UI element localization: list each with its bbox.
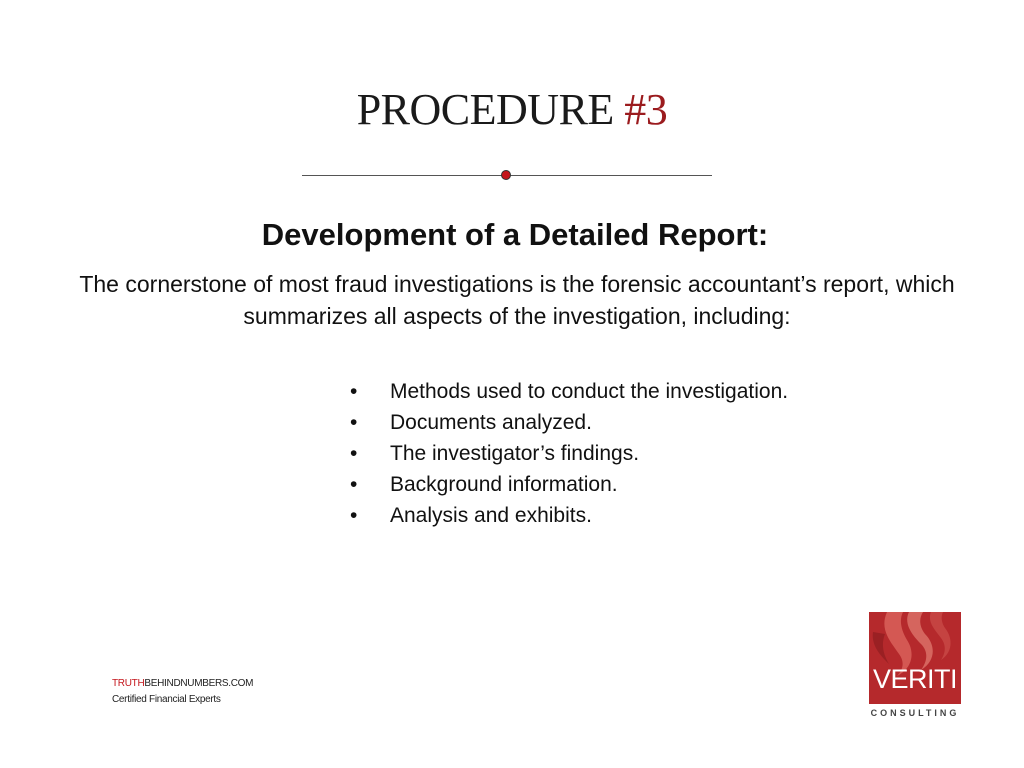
list-item — [350, 500, 788, 531]
list-item — [350, 438, 788, 469]
list-item — [350, 407, 788, 438]
list-item-text: Documents analyzed. — [390, 411, 592, 434]
logo-subtitle: CONSULTING — [870, 708, 960, 718]
list-item-text: Analysis and exhibits. — [390, 504, 592, 527]
section-heading: Development of a Detailed Report: — [261, 217, 769, 252]
intro-paragraph: The cornerstone of most fraud investigations is the forensic accountant’s report, which summarizes all aspects of the investigation, including: — [79, 271, 955, 329]
bullet-list — [350, 376, 788, 531]
footer-website-rest: BEHINDNUMBERS.COM — [144, 678, 254, 689]
bullet-icon: • — [350, 380, 358, 403]
list-item — [350, 469, 788, 500]
title-number: #3 — [624, 85, 668, 134]
list-item — [350, 376, 788, 407]
footer-website-highlight: TRUTH — [112, 678, 145, 689]
footer — [112, 676, 253, 708]
footer-website — [112, 676, 253, 692]
bullet-icon: • — [350, 411, 358, 434]
divider-dot-icon — [501, 170, 511, 180]
footer-tagline: Certified Financial Experts — [112, 694, 221, 705]
bullet-icon: • — [350, 504, 358, 527]
slide-title — [0, 85, 1024, 134]
list-item-text: The investigator’s findings. — [390, 442, 640, 465]
logo-wordmark: VERITI — [872, 664, 957, 694]
bullet-icon: • — [350, 442, 358, 465]
logo-mark — [869, 612, 961, 704]
list-item-text: Methods used to conduct the investigation. — [390, 380, 789, 403]
title-text: PROCEDURE — [356, 85, 625, 134]
list-item-text: Background information. — [390, 473, 618, 496]
bullet-icon: • — [350, 473, 358, 496]
veriti-logo — [866, 612, 964, 720]
